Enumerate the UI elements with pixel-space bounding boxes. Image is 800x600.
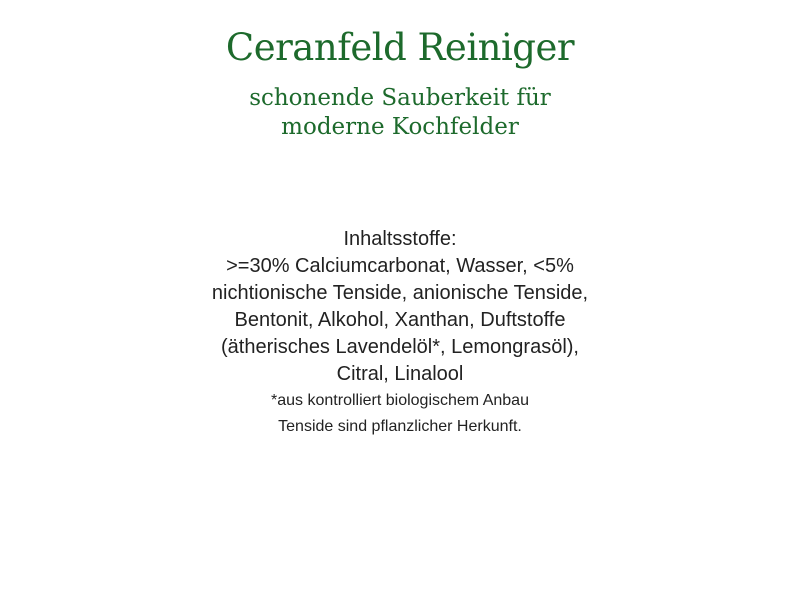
ingredients-line: >=30% Calciumcarbonat, Wasser, <5%	[226, 255, 574, 277]
ingredients-line: nichtionische Tenside, anionische Tenside,	[211, 282, 589, 304]
product-title: Ceranfeld Reiniger	[225, 26, 575, 69]
organic-footnote: *aus kontrolliert biologischem Anbau	[271, 392, 529, 409]
product-subtitle	[0, 84, 800, 142]
subtitle-line: moderne Kochfelder	[281, 114, 519, 140]
ingredients-line: Bentonit, Alkohol, Xanthan, Duftstoffe	[234, 309, 566, 331]
subtitle-line: schonende Sauberkeit für	[249, 85, 551, 111]
ingredients-heading: Inhaltsstoffe:	[343, 228, 457, 250]
surfactant-origin-note: Tenside sind pflanzlicher Herkunft.	[278, 418, 522, 435]
ingredients-line: Citral, Linalool	[336, 363, 464, 385]
ingredients-line: (ätherisches Lavendelöl*, Lemongrasöl),	[221, 336, 579, 358]
ingredients-block	[0, 226, 800, 440]
